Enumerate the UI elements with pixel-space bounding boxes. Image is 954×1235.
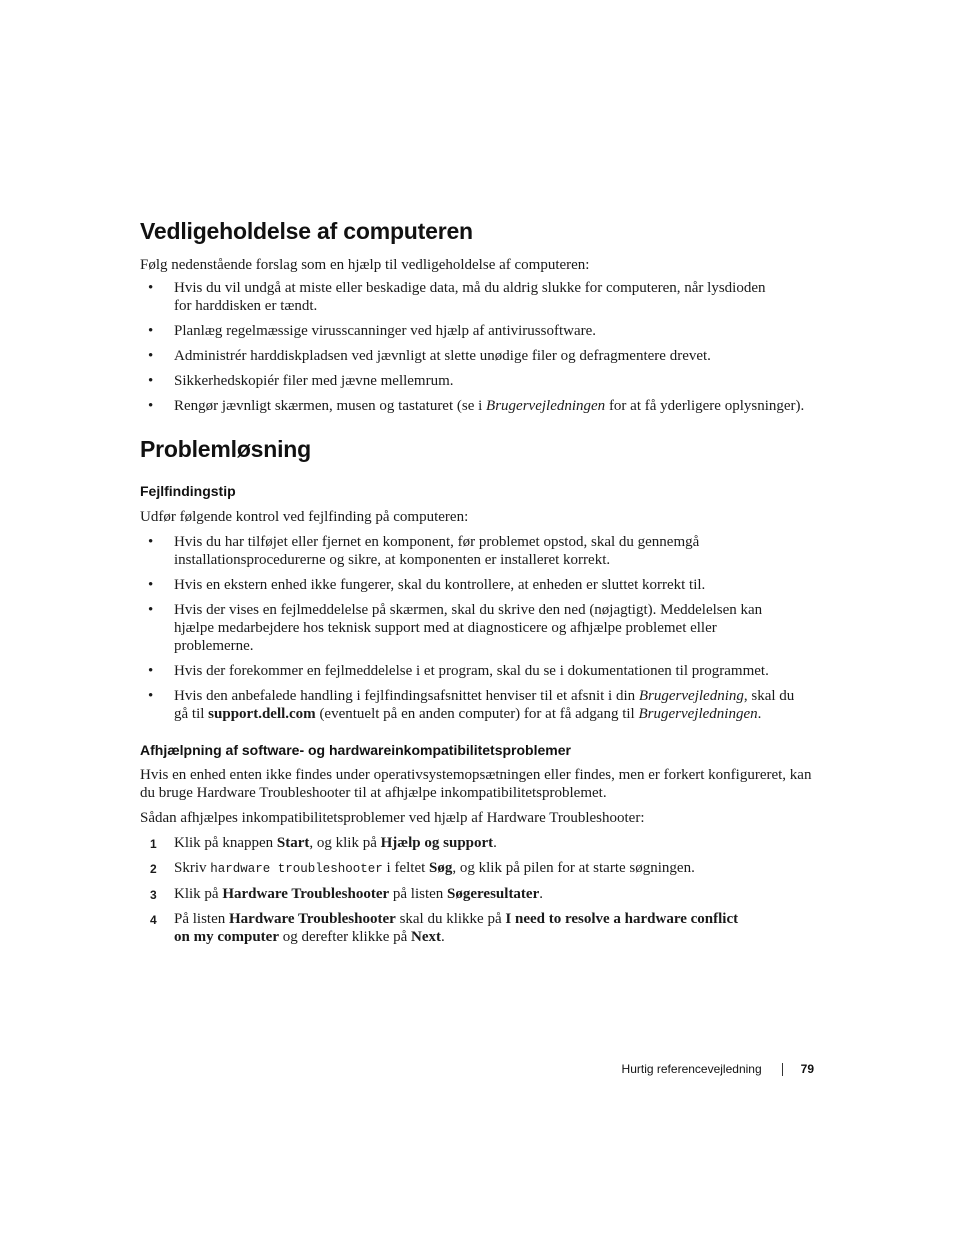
page-footer: [622, 1062, 814, 1076]
list-item: • Hvis en ekstern enhed ikke fungerer, skal du kontrollere, at enheden er sluttet korrekt til.: [148, 577, 706, 593]
footer-divider: [782, 1063, 783, 1076]
support-link[interactable]: support.dell.com: [208, 706, 316, 722]
step-number: 1: [150, 837, 157, 851]
tips-intro: Udfør følgende kontrol ved fejlfinding på computeren:: [140, 509, 469, 525]
section-title-troubleshooting: Problemløsning: [140, 436, 311, 462]
maintenance-intro: Følg nedenstående forslag som en hjælp til vedligeholdelse af computeren:: [140, 257, 590, 273]
command-text: hardware troubleshooter: [210, 862, 383, 876]
subsection-title-tips: Fejlfindingstip: [140, 483, 236, 499]
bullet-icon: •: [148, 398, 154, 414]
step-item: 4 På listen Hardware Troubleshooter skal du klikke på I need to resolve a hardware conflict on my computer og derefter klikke på Next.: [150, 911, 739, 945]
list-item: • Rengør jævnligt skærmen, musen og tastaturet (se i Brugervejledningen for at få yderligere oplysninger).: [148, 398, 805, 414]
bullet-icon: •: [148, 688, 154, 704]
subsection-title-incompatibility: Afhjælpning af software- og hardwareinkompatibilitetsproblemer: [140, 742, 571, 758]
step-number: 2: [150, 862, 157, 876]
incompatibility-steps-intro: Sådan afhjælpes inkompatibilitetsproblemer ved hjælp af Hardware Troubleshooter:: [140, 810, 645, 826]
step-item: 1 Klik på knappen Start, og klik på Hjælp og support.: [150, 835, 497, 851]
list-item: • Planlæg regelmæssige virusscanninger ved hjælp af antivirussoftware.: [148, 323, 596, 339]
reference-user-guide: Brugervejledningen: [486, 398, 606, 414]
list-item: • Hvis du har tilføjet eller fjernet en komponent, før problemet opstod, skal du gennemgå installationsprocedurerne og sikre, at komponenten er installeret korrekt.: [148, 534, 700, 568]
bullet-icon: •: [148, 534, 154, 550]
list-item: • Hvis der forekommer en fejlmeddelelse i et program, skal du se i dokumentationen til programmet.: [148, 663, 769, 679]
list-item: • Administrér harddiskpladsen ved jævnligt at slette unødige filer og defragmentere drevet.: [148, 348, 711, 364]
page-content: [140, 216, 830, 946]
section-title-maintenance: Vedligeholdelse af computeren: [140, 218, 473, 244]
bullet-icon: •: [148, 323, 154, 339]
list-item: • Sikkerhedskopiér filer med jævne mellemrum.: [148, 373, 454, 389]
bullet-icon: •: [148, 602, 154, 618]
bullet-icon: •: [148, 280, 154, 296]
step-number: 4: [150, 913, 157, 927]
list-item: • Hvis du vil undgå at miste eller beskadige data, må du aldrig slukke for computeren, når lysdioden for harddisken er tændt.: [148, 280, 766, 314]
bullet-icon: •: [148, 348, 154, 364]
tips-list: [140, 533, 830, 723]
page-number: 79: [800, 1062, 814, 1076]
list-item: • Hvis den anbefalede handling i fejlfindingsafsnittet henviser til et afsnit i din Brugervejledning, skal du gå til support.dell.com (eventuelt på en anden computer) for at få adgang til Brugervejledningen.: [148, 688, 795, 722]
list-item: • Hvis der vises en fejlmeddelelse på skærmen, skal du skrive den ned (nøjagtigt). Meddelelsen kan hjælpe medarbejdere hos teknisk support med at diagnosticere og afhjælpe problemet eller problemerne.: [148, 602, 763, 654]
maintenance-list: [140, 279, 830, 415]
incompatibility-paragraph: Hvis en enhed enten ikke findes under operativsystemopsætningen eller findes, men er forkert konfigureret, kan du bruge Hardware Troubleshooter til at afhjælpe inkompatibilitetsproblemet.: [140, 767, 812, 801]
footer-label: Hurtig referencevejledning: [621, 1062, 762, 1076]
bullet-icon: •: [148, 577, 154, 593]
step-item: 3 Klik på Hardware Troubleshooter på listen Søgeresultater.: [150, 886, 543, 902]
bullet-icon: •: [148, 373, 154, 389]
bullet-icon: •: [148, 663, 154, 679]
step-item: 2 Skriv hardware troubleshooter i feltet Søg, og klik på pilen for at starte søgningen.: [150, 860, 695, 876]
step-number: 3: [150, 888, 157, 902]
steps-list: [140, 834, 830, 946]
